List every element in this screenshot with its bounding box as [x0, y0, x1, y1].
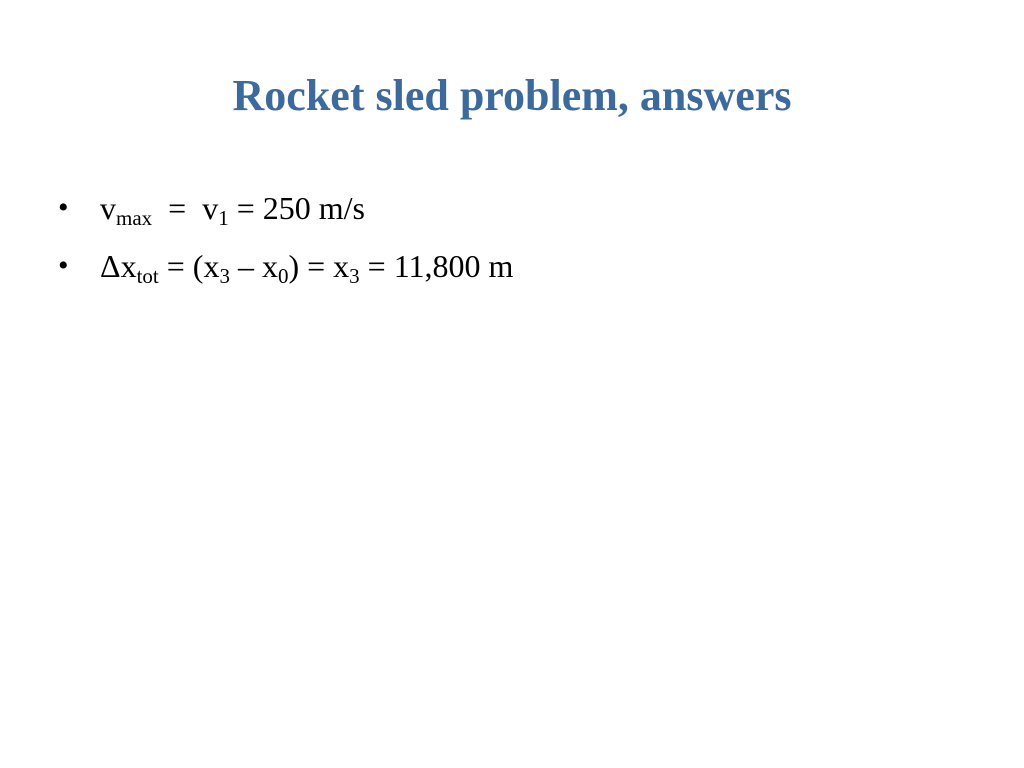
bullet-icon: •	[58, 249, 69, 282]
equals-sign: =	[152, 190, 203, 226]
var-x0: x	[261, 248, 278, 284]
var-x: x	[120, 248, 137, 284]
subscript-tot: tot	[136, 264, 159, 288]
bullet-item-vmax	[58, 182, 978, 240]
subscript-0: 0	[277, 264, 289, 288]
var-v: v	[100, 190, 116, 226]
subscript-3-second: 3	[349, 264, 360, 288]
bullet-list	[58, 182, 978, 298]
bullet-item-delta-x	[58, 240, 978, 298]
var-x3: x	[203, 248, 220, 284]
var-v1: v	[202, 190, 219, 226]
bullet-icon: •	[58, 191, 69, 224]
minus-sign: –	[229, 248, 262, 284]
delta-symbol: Δ	[100, 248, 121, 284]
subscript-3: 3	[219, 264, 230, 288]
slide-title: Rocket sled problem, answers	[232, 71, 792, 120]
subscript-1: 1	[218, 206, 229, 230]
var-x3-second: x	[333, 248, 350, 284]
subscript-max: max	[116, 206, 153, 230]
distance-value: = 11,800 m	[359, 248, 514, 284]
velocity-value: = 250 m/s	[228, 190, 365, 226]
equals-open-paren: = (	[158, 248, 204, 284]
close-paren-equals: ) =	[288, 248, 334, 284]
